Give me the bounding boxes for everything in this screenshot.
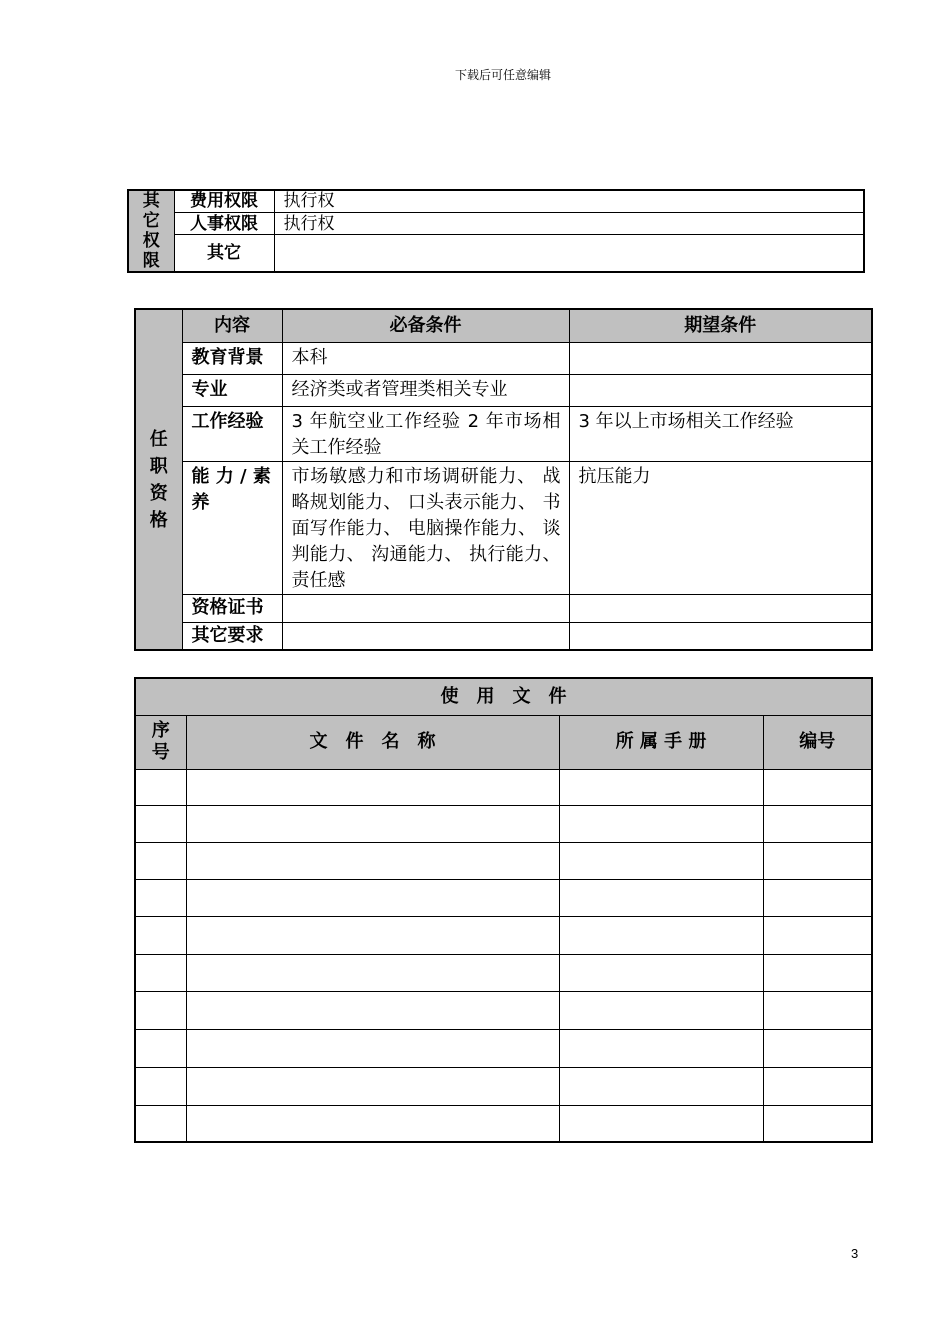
- qualification-expected: [569, 342, 872, 374]
- qualification-required: 3 年航空业工作经验 2 年市场相关工作经验: [282, 406, 569, 461]
- permission-label: 人事权限: [174, 212, 274, 235]
- qualification-expected: 3 年以上市场相关工作经验: [569, 406, 872, 461]
- permission-value: [274, 235, 864, 272]
- table-row: [135, 1105, 872, 1142]
- table-row: [135, 954, 872, 991]
- table-row: [135, 916, 872, 954]
- document-cell-code: [763, 916, 872, 954]
- document-cell-code: [763, 1067, 872, 1105]
- document-cell-index: [135, 805, 186, 842]
- permission-value: 执行权: [274, 212, 864, 235]
- header-content: 内容: [182, 309, 282, 342]
- document-cell-manual: [559, 954, 763, 991]
- document-cell-manual: [559, 879, 763, 916]
- document-cell-code: [763, 954, 872, 991]
- document-cell-code: [763, 879, 872, 916]
- qualifications-group-label: 任 职 资 格: [135, 309, 182, 650]
- qualification-required: 市场敏感力和市场调研能力、 战略规划能力、 口头表示能力、 书面写作能力、 电脑操作能力、 谈判能力、 沟通能力、 执行能力、 责任感: [282, 461, 569, 594]
- qualification-expected: [569, 622, 872, 650]
- permission-label: 费用权限: [174, 190, 274, 212]
- document-cell-code: [763, 1105, 872, 1142]
- table-row: [135, 842, 872, 879]
- table-row: [135, 879, 872, 916]
- document-cell-code: [763, 769, 872, 805]
- document-cell-manual: [559, 916, 763, 954]
- qualification-required: 经济类或者管理类相关专业: [282, 374, 569, 406]
- qualification-required: 本科: [282, 342, 569, 374]
- document-cell-name: [186, 1105, 559, 1142]
- document-cell-name: [186, 1067, 559, 1105]
- document-cell-name: [186, 842, 559, 879]
- qualification-label: 能 力 / 素 养: [182, 461, 282, 594]
- document-cell-index: [135, 916, 186, 954]
- document-cell-code: [763, 842, 872, 879]
- document-cell-index: [135, 1029, 186, 1067]
- table-row: [135, 1029, 872, 1067]
- page-number: 3: [851, 1246, 859, 1261]
- document-cell-manual: [559, 769, 763, 805]
- document-cell-manual: [559, 1067, 763, 1105]
- qualification-label: 专业: [182, 374, 282, 406]
- document-cell-name: [186, 879, 559, 916]
- document-cell-manual: [559, 842, 763, 879]
- document-cell-manual: [559, 1105, 763, 1142]
- document-cell-index: [135, 879, 186, 916]
- document-cell-name: [186, 1029, 559, 1067]
- header-document-name: 文 件 名 称: [186, 715, 559, 769]
- document-cell-index: [135, 769, 186, 805]
- document-cell-code: [763, 1029, 872, 1067]
- document-cell-name: [186, 954, 559, 991]
- permission-value: 执行权: [274, 190, 864, 212]
- header-expected: 期望条件: [569, 309, 872, 342]
- document-cell-manual: [559, 805, 763, 842]
- document-cell-index: [135, 1067, 186, 1105]
- table-row: [135, 991, 872, 1029]
- qualification-expected: 抗压能力: [569, 461, 872, 594]
- documents-title: 使 用 文 件: [135, 678, 872, 715]
- document-cell-index: [135, 991, 186, 1029]
- qualification-required: [282, 622, 569, 650]
- document-cell-index: [135, 842, 186, 879]
- header-index: 序 号: [135, 715, 186, 769]
- header-manual: 所 属 手 册: [559, 715, 763, 769]
- header-code: 编号: [763, 715, 872, 769]
- document-cell-name: [186, 991, 559, 1029]
- qualification-label: 其它要求: [182, 622, 282, 650]
- document-cell-name: [186, 769, 559, 805]
- document-cell-name: [186, 805, 559, 842]
- qualifications-table: [134, 308, 873, 651]
- document-cell-index: [135, 1105, 186, 1142]
- document-cell-manual: [559, 991, 763, 1029]
- permissions-table: [127, 189, 865, 273]
- qualification-label: 资格证书: [182, 594, 282, 622]
- table-row: [135, 769, 872, 805]
- table-row: [135, 805, 872, 842]
- permission-label: 其它: [174, 235, 274, 272]
- qualification-label: 教育背景: [182, 342, 282, 374]
- qualification-label: 工作经验: [182, 406, 282, 461]
- documents-table: [134, 677, 873, 1143]
- table-row: [135, 1067, 872, 1105]
- permissions-group-label: 其 它 权 限: [128, 190, 174, 272]
- header-required: 必备条件: [282, 309, 569, 342]
- header-note: 下载后可任意编辑: [454, 68, 551, 82]
- qualification-expected: [569, 594, 872, 622]
- qualification-expected: [569, 374, 872, 406]
- document-cell-code: [763, 805, 872, 842]
- document-cell-manual: [559, 1029, 763, 1067]
- document-cell-code: [763, 991, 872, 1029]
- qualification-required: [282, 594, 569, 622]
- document-cell-name: [186, 916, 559, 954]
- document-cell-index: [135, 954, 186, 991]
